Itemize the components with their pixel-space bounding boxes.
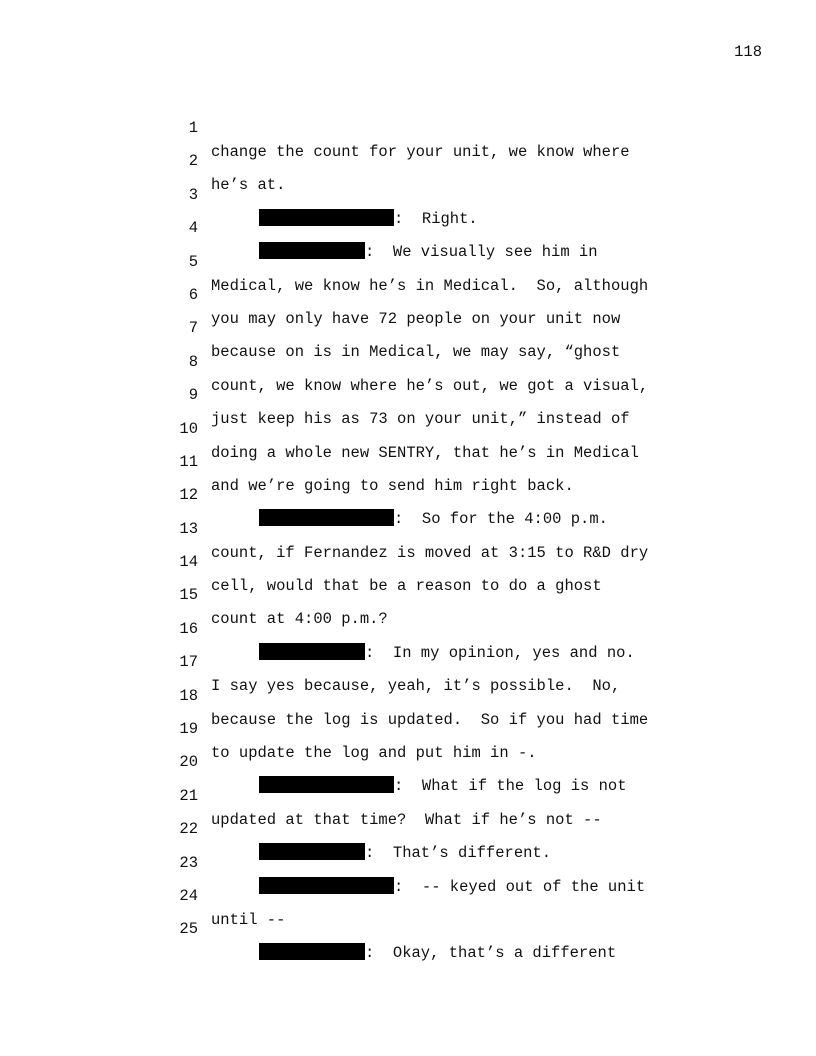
transcript-line bbox=[0, 660, 816, 729]
line-text: : We visually see him in bbox=[365, 243, 598, 262]
transcript-line bbox=[0, 125, 816, 195]
page-number: 118 bbox=[734, 43, 762, 61]
line-number: 13 bbox=[179, 519, 198, 538]
speaker-turn bbox=[259, 941, 616, 965]
line-number: 1 bbox=[188, 119, 198, 137]
line-number: 2 bbox=[188, 152, 198, 171]
line-text: I say yes because, yeah, it’s possible. No, bbox=[211, 677, 621, 696]
line-text: until -- bbox=[211, 910, 286, 929]
line-number: 11 bbox=[179, 452, 198, 471]
line-number: 17 bbox=[179, 653, 198, 672]
line-text: you may only have 72 people on your unit now bbox=[211, 309, 621, 328]
transcript-line bbox=[0, 593, 816, 662]
line-number: 16 bbox=[179, 619, 198, 638]
line-number: 15 bbox=[179, 586, 198, 605]
line-number: 21 bbox=[179, 786, 198, 805]
line-text: count, if Fernandez is moved at 3:15 to R&D dry bbox=[211, 543, 649, 562]
line-number: 19 bbox=[179, 720, 198, 739]
transcript-line bbox=[0, 426, 816, 495]
line-text: doing a whole new SENTRY, that he’s in Medical bbox=[211, 443, 639, 462]
transcript-line bbox=[0, 226, 816, 295]
transcript-line bbox=[0, 893, 816, 963]
line-text: because the log is updated. So if you had time bbox=[211, 710, 649, 729]
line-number: 22 bbox=[179, 820, 198, 839]
line-number: 24 bbox=[179, 886, 198, 905]
line-text: Medical, we know he’s in Medical. So, although bbox=[211, 276, 649, 295]
line-number: 18 bbox=[179, 686, 198, 705]
transcript-body bbox=[0, 92, 816, 963]
line-number: 9 bbox=[188, 386, 198, 405]
line-number: 4 bbox=[188, 219, 198, 238]
line-number: 12 bbox=[179, 486, 198, 505]
transcript-line bbox=[0, 259, 816, 328]
line-text: to update the log and put him in -. bbox=[211, 744, 537, 763]
transcript-line bbox=[0, 192, 816, 262]
line-text: cell, would that be a reason to do a ghost bbox=[211, 577, 602, 596]
line-text: : So for the 4:00 p.m. bbox=[394, 510, 608, 529]
line-number: 8 bbox=[188, 352, 198, 371]
line-text: count, we know where he’s out, we got a visual, bbox=[211, 376, 649, 395]
transcript-line bbox=[0, 860, 816, 929]
line-number: 20 bbox=[179, 753, 198, 772]
line-text: : In my opinion, yes and no. bbox=[365, 643, 635, 662]
line-text: he’s at. bbox=[211, 176, 286, 195]
line-text: : Right. bbox=[394, 209, 478, 228]
line-text: : That’s different. bbox=[365, 844, 552, 863]
redacted-speaker-name bbox=[259, 943, 365, 960]
line-number: 25 bbox=[179, 920, 198, 939]
line-text: change the count for your unit, we know where bbox=[211, 143, 630, 161]
transcript-line bbox=[0, 159, 816, 228]
line-text: just keep his as 73 on your unit,” instead of bbox=[211, 410, 630, 429]
line-number: 10 bbox=[179, 419, 198, 438]
transcript-line bbox=[0, 92, 816, 161]
transcript-line bbox=[0, 326, 816, 395]
line-text: : -- keyed out of the unit bbox=[394, 877, 646, 896]
line-number: 3 bbox=[188, 185, 198, 204]
transcript-line bbox=[0, 760, 816, 829]
line-text: : Okay, that’s a different bbox=[365, 944, 617, 963]
line-number: 14 bbox=[179, 553, 198, 572]
line-text: because on is in Medical, we may say, “ghost bbox=[211, 343, 621, 362]
line-text: count at 4:00 p.m.? bbox=[211, 610, 388, 629]
line-text: : What if the log is not bbox=[394, 777, 627, 796]
line-number: 23 bbox=[179, 853, 198, 872]
line-text: updated at that time? What if he’s not -- bbox=[211, 810, 602, 829]
line-number: 7 bbox=[188, 319, 198, 338]
line-number: 5 bbox=[188, 252, 198, 271]
transcript-line bbox=[0, 292, 816, 362]
transcript-line bbox=[0, 493, 816, 562]
line-number: 6 bbox=[188, 285, 198, 304]
line-text: and we’re going to send him right back. bbox=[211, 476, 574, 495]
